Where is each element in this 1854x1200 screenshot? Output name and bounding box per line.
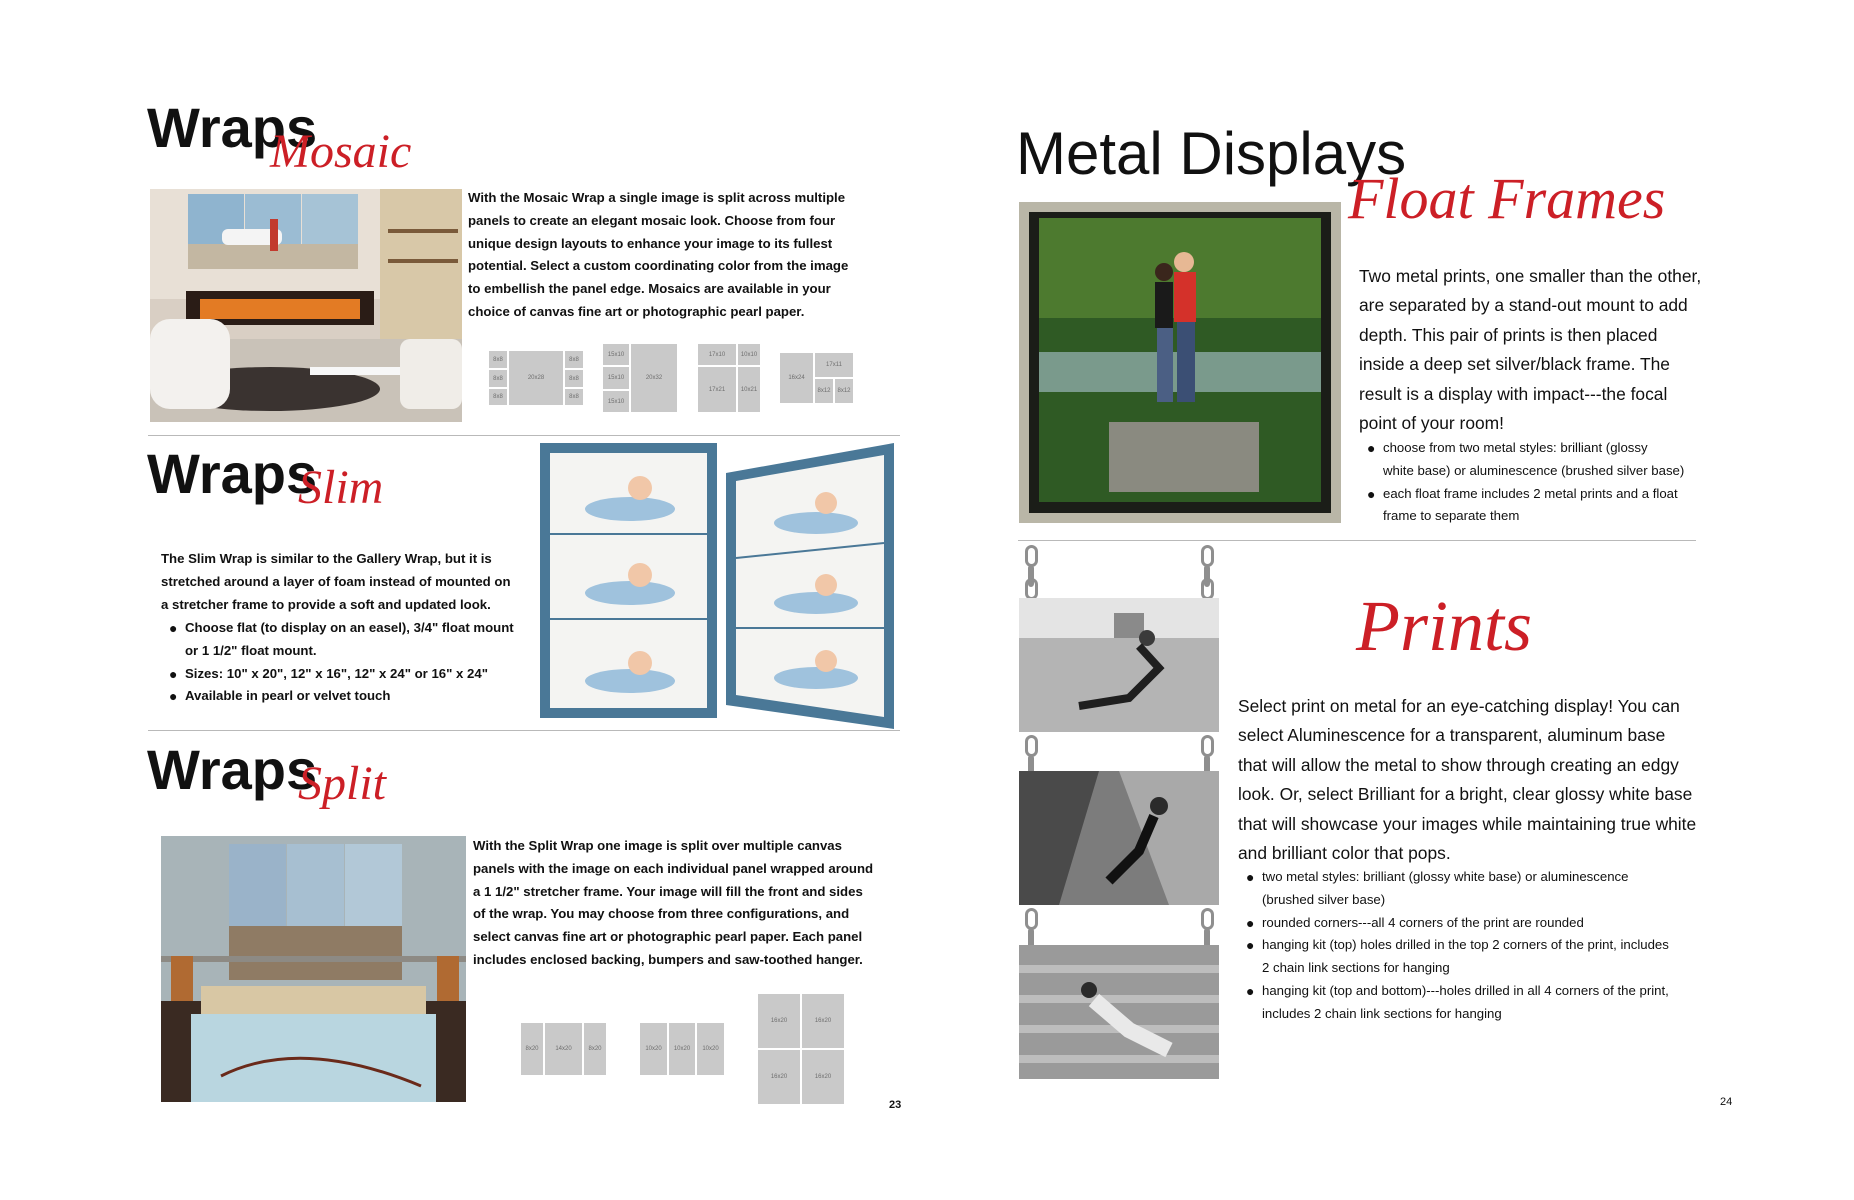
split-title: Wraps: [147, 738, 318, 801]
split-script-title: Split: [298, 757, 387, 810]
layout-tile: 15x10: [602, 366, 630, 390]
slim-bullets: [161, 617, 541, 708]
prints-bullet: ● two metal styles: brilliant (glossy white base) or aluminescence (brushed silver base): [1238, 866, 1708, 912]
slim-wrap-front-photo: [540, 443, 717, 718]
layout-tile: 15x10: [602, 390, 630, 413]
float-bullet: ● choose from two metal styles: brilliant (glossy white base) or aluminescence (brushed silver base): [1359, 437, 1739, 483]
mosaic-script-title: Mosaic: [270, 125, 412, 178]
section-divider: [1018, 540, 1696, 541]
layout-tile: 14x20: [544, 1022, 583, 1076]
split-description: With the Split Wrap one image is split over multiple canvas panels with the image on each individual panel wrapped around a 1 1/2" stretcher frame. Your image will fill the front and sides of the wrap. You may choose from three configurations, and select canvas fine art or photographic pearl paper. Each panel includes enclosed backing, bumpers and saw-toothed hanger.: [473, 838, 874, 967]
layout-tile: 20x28: [508, 350, 564, 406]
layout-tile: 17x10: [697, 343, 737, 366]
layout-tile: 10x21: [737, 366, 761, 413]
chain-link-icon: [1201, 578, 1214, 600]
chain-link-icon: [1025, 545, 1038, 567]
slim-script-title: Slim: [298, 461, 384, 514]
mosaic-room-photo: [150, 189, 462, 422]
layout-tile: 8x20: [520, 1022, 544, 1076]
layout-tile: 17x11: [814, 352, 854, 378]
layout-tile: 8x8: [488, 350, 508, 369]
float-frames-script-title: Float Frames: [1348, 166, 1666, 231]
split-bedroom-photo: [161, 836, 466, 1102]
float-bullet: ● each float frame includes 2 metal prints and a float frame to separate them: [1359, 483, 1739, 529]
split-layout-3: [757, 993, 845, 1105]
layout-tile: 20x32: [630, 343, 678, 413]
layout-tile: 15x10: [602, 343, 630, 366]
prints-description: Select print on metal for an eye-catching display! You can select Aluminescence for a transparent, aluminum base that will allow the metal to show through creating an edgy look. Or, select Brilliant for a bright, clear glossy white base that will showcase your images while maintaining true white and brilliant color that pops.: [1238, 696, 1697, 864]
metal-print-photo-2: [1019, 771, 1219, 905]
layout-tile: 16x20: [801, 1049, 845, 1105]
split-layout-1: [520, 1022, 607, 1076]
page-number-right: 24: [1720, 1096, 1733, 1108]
section-divider: [148, 730, 900, 731]
metal-displays-title: Metal Displays: [1016, 120, 1407, 187]
prints-bullet: ● rounded corners---all 4 corners of the print are rounded: [1238, 912, 1708, 935]
layout-tile: 16x20: [757, 993, 801, 1049]
slim-bullet: ● Sizes: 10" x 20", 12" x 16", 12" x 24" or 16" x 24": [161, 663, 541, 686]
slim-bullet: ● Choose flat (to display on an easel), 3/4" float mount or 1 1/2" float mount.: [161, 617, 541, 663]
page-number-left: 23: [889, 1099, 902, 1111]
float-frame-photo: [1019, 202, 1341, 523]
prints-bullets: [1238, 866, 1708, 1026]
layout-tile: 8x12: [814, 378, 834, 404]
chain-link-icon: [1201, 908, 1214, 930]
float-description: Two metal prints, one smaller than the other, are separated by a stand-out mount to add depth. This pair of prints is then placed inside a deep set silver/black frame. The result is a display with impact---the focal point of your room!: [1359, 266, 1702, 434]
layout-tile: 16x20: [801, 993, 845, 1049]
chain-link-icon: [1025, 908, 1038, 930]
mosaic-description: With the Mosaic Wrap a single image is split across multiple panels to create an elegant mosaic look. Choose from four unique design layouts to enhance your image to its fullest potential. Select a custom coordinating color from the image to embellish the panel edge. Mosaics are available in your choice of canvas fine art or photographic pearl paper.: [468, 190, 849, 319]
slim-bullet: ● Available in pearl or velvet touch: [161, 685, 541, 708]
chain-link-icon: [1025, 735, 1038, 757]
slim-wrap-angled-photo: [726, 443, 894, 729]
layout-tile: 10x20: [639, 1022, 668, 1076]
prints-bullet: ● hanging kit (top) holes drilled in the top 2 corners of the print, includes 2 chain link sections for hanging: [1238, 934, 1708, 980]
chain-link-icon: [1025, 578, 1038, 600]
layout-tile: 17x21: [697, 366, 737, 413]
mosaic-layout-2: [602, 343, 678, 413]
layout-tile: 8x20: [583, 1022, 607, 1076]
mosaic-layout-4: [779, 352, 854, 404]
slim-title: Wraps: [147, 442, 318, 505]
layout-tile: 8x8: [488, 388, 508, 406]
layout-tile: 16x20: [757, 1049, 801, 1105]
prints-script-title: Prints: [1356, 586, 1533, 666]
layout-tile: 8x12: [834, 378, 854, 404]
layout-tile: 8x8: [488, 369, 508, 388]
mosaic-layout-1: [488, 350, 584, 406]
layout-tile: 10x20: [696, 1022, 725, 1076]
mosaic-title: Wraps: [147, 96, 318, 159]
layout-tile: 8x8: [564, 369, 584, 388]
section-divider: [148, 435, 900, 436]
layout-tile: 10x20: [668, 1022, 696, 1076]
layout-tile: 10x10: [737, 343, 761, 366]
layout-tile: 8x8: [564, 350, 584, 369]
split-layout-2: [639, 1022, 725, 1076]
layout-tile: 8x8: [564, 388, 584, 406]
chain-link-icon: [1201, 735, 1214, 757]
layout-tile: 16x24: [779, 352, 814, 404]
metal-print-photo-3: [1019, 945, 1219, 1079]
metal-print-photo-1: [1019, 598, 1219, 732]
float-bullets: [1359, 437, 1739, 528]
chain-link-icon: [1201, 545, 1214, 567]
prints-bullet: ● hanging kit (top and bottom)---holes drilled in all 4 corners of the print, includes 2 chain link sections for hanging: [1238, 980, 1708, 1026]
mosaic-layout-3: [697, 343, 761, 413]
slim-description: The Slim Wrap is similar to the Gallery Wrap, but it is stretched around a layer of foam instead of mounted on a stretcher frame to provide a soft and updated look.: [161, 551, 511, 612]
